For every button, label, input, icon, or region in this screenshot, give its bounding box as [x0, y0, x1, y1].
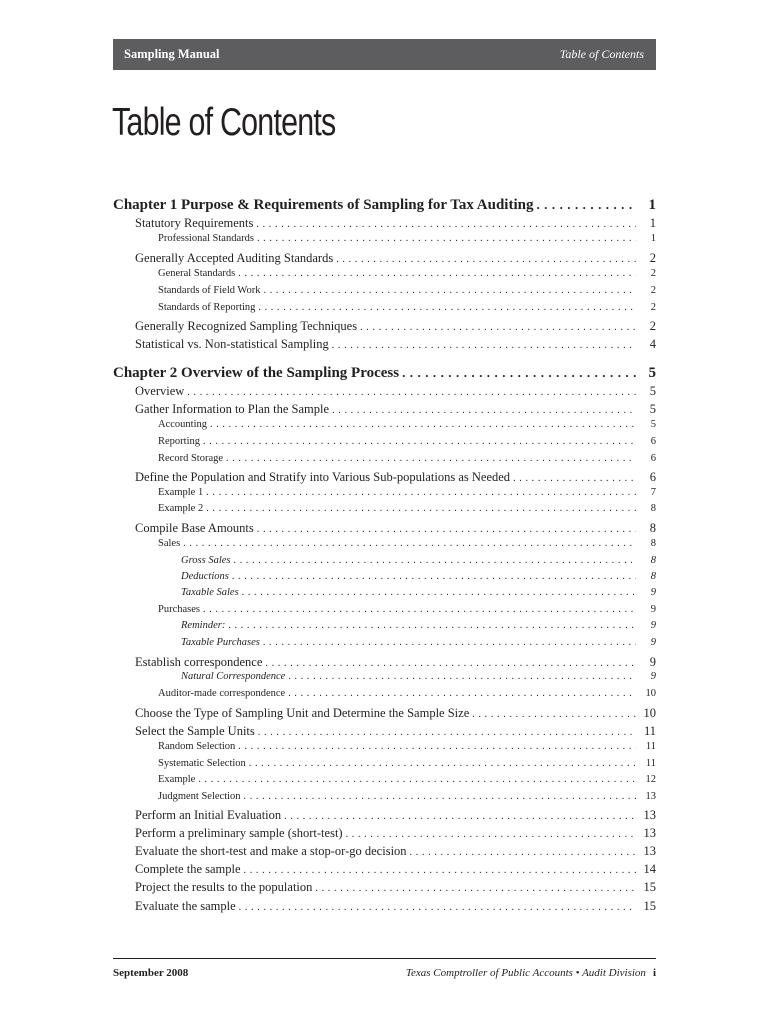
toc-entry[interactable]: [113, 470, 656, 485]
toc-dot-leader: [288, 688, 636, 699]
toc-chapter-entry[interactable]: [113, 365, 656, 382]
footer-date: September 2008: [113, 967, 189, 979]
toc-dot-leader: [249, 758, 636, 769]
toc-entry[interactable]: [113, 844, 656, 859]
toc-dot-leader: [346, 829, 636, 840]
toc-entry-title: Choose the Type of Sampling Unit and Determine the Sample Size: [135, 706, 470, 720]
toc-entry-title: Establish correspondence: [135, 655, 263, 669]
toc-entry[interactable]: [113, 503, 656, 514]
toc-entry[interactable]: [113, 555, 656, 566]
toc-entry-title: Generally Accepted Auditing Standards: [135, 251, 334, 265]
toc-entry[interactable]: [113, 808, 656, 823]
toc-dot-leader: [226, 453, 636, 464]
toc-dot-leader: [258, 302, 636, 313]
toc-page-number: 11: [645, 741, 656, 752]
toc-entry-title: Professional Standards: [158, 233, 254, 244]
section-name: Table of Contents: [559, 47, 644, 61]
toc-entry-title: Sales: [158, 538, 181, 549]
toc-entry[interactable]: [113, 741, 656, 752]
toc-page-number: 13: [643, 826, 656, 840]
toc-page-number: 1: [648, 197, 656, 213]
toc-entry-title: Judgment Selection: [158, 791, 241, 802]
footer-publisher-text: Texas Comptroller of Public Accounts • Audit Division: [405, 967, 646, 979]
footer-publisher: [406, 967, 656, 979]
toc-entry-title: Chapter 2 Overview of the Sampling Process: [113, 365, 400, 381]
toc-page-number: 8: [650, 538, 656, 549]
toc-entry-title: Statutory Requirements: [135, 216, 254, 230]
toc-dot-leader: [288, 671, 636, 682]
toc-dot-leader: [183, 538, 636, 549]
toc-dot-leader: [336, 254, 636, 265]
toc-entry[interactable]: [113, 487, 656, 498]
toc-page-number: 8: [650, 571, 656, 582]
toc-entry[interactable]: [113, 706, 656, 721]
toc-entry-title: Define the Population and Stratify into Various Sub-populations as Needed: [135, 470, 511, 484]
toc-dot-leader: [234, 555, 637, 566]
toc-page-number: 13: [643, 808, 656, 822]
toc-dot-leader: [360, 322, 636, 333]
toc-dot-leader: [263, 637, 636, 648]
toc-entry-title: Perform a preliminary sample (short-test): [135, 826, 343, 840]
toc-page-number: 5: [648, 365, 656, 381]
toc-dot-leader: [402, 365, 636, 381]
toc-page-number: 5: [650, 419, 656, 430]
toc-entry[interactable]: [113, 826, 656, 841]
toc-entry[interactable]: [113, 724, 656, 739]
toc-entry[interactable]: [113, 880, 656, 895]
toc-page-number: 8: [649, 521, 656, 535]
toc-dot-leader: [265, 658, 636, 669]
toc-page-number: 2: [650, 302, 656, 313]
toc-entry-title: General Standards: [158, 268, 236, 279]
toc-entry[interactable]: [113, 419, 656, 430]
toc-entry[interactable]: [113, 688, 656, 699]
manual-name: Sampling Manual: [124, 47, 220, 61]
toc-dot-leader: [258, 727, 636, 738]
toc-dot-leader: [206, 487, 636, 498]
toc-chapter-entry[interactable]: [113, 197, 656, 214]
footer-divider: [113, 958, 656, 959]
toc-entry-title: Perform an Initial Evaluation: [135, 808, 282, 822]
toc-page-number: 9: [649, 655, 656, 669]
toc-dot-leader: [332, 340, 636, 351]
toc-entry-title: Example 2: [158, 503, 204, 514]
toc-entry[interactable]: [113, 791, 656, 802]
toc-entry-title: Deductions: [181, 571, 229, 582]
toc-page-number: 13: [645, 791, 656, 802]
toc-page-number: 10: [643, 706, 656, 720]
toc-entry[interactable]: [113, 862, 656, 877]
toc-dot-leader: [232, 571, 636, 582]
toc-page-number: 5: [649, 402, 656, 416]
toc-dot-leader: [513, 473, 636, 484]
toc-page-number: 13: [643, 844, 656, 858]
toc-page-number: 4: [649, 337, 656, 351]
toc-dot-leader: [284, 811, 636, 822]
toc-page-number: 9: [650, 604, 656, 615]
toc-entry-title: Project the results to the population: [135, 880, 313, 894]
toc-entry[interactable]: [113, 453, 656, 464]
toc-entry[interactable]: [113, 637, 656, 648]
toc-dot-leader: [187, 387, 636, 398]
toc-page-number: 12: [645, 774, 656, 785]
toc-entry-title: Evaluate the short-test and make a stop-or-go decision: [135, 844, 407, 858]
toc-page-number: 9: [650, 587, 656, 598]
toc-page-number: 6: [650, 453, 656, 464]
toc-dot-leader: [239, 902, 636, 913]
toc-entry[interactable]: [113, 604, 656, 615]
toc-entry-title: Taxable Sales: [181, 587, 239, 598]
toc-dot-leader: [238, 741, 636, 752]
toc-entry-title: Standards of Field Work: [158, 285, 261, 296]
toc-dot-leader: [256, 219, 636, 230]
toc-page-number: 1: [650, 233, 656, 244]
toc-entry-title: Evaluate the sample: [135, 899, 236, 913]
page-title: Table of Contents: [112, 101, 336, 144]
toc-entry[interactable]: [113, 337, 656, 352]
toc-entry-title: Example: [158, 774, 196, 785]
toc-entry[interactable]: [113, 587, 656, 598]
toc-entry-title: Random Selection: [158, 741, 236, 752]
toc-page-number: 9: [650, 620, 656, 631]
toc-dot-leader: [203, 604, 636, 615]
toc-entry[interactable]: [113, 774, 656, 785]
toc-entry[interactable]: [113, 319, 656, 334]
toc-dot-leader: [203, 436, 636, 447]
toc-page-number: 1: [649, 216, 656, 230]
toc-dot-leader: [264, 285, 637, 296]
toc-dot-leader: [244, 865, 636, 876]
toc-entry-title: Select the Sample Units: [135, 724, 255, 738]
toc-entry-title: Gather Information to Plan the Sample: [135, 402, 330, 416]
toc-dot-leader: [472, 709, 636, 720]
toc-page-number: 11: [643, 724, 656, 738]
toc-page-number: 8: [650, 555, 656, 566]
toc-dot-leader: [332, 405, 636, 416]
toc-dot-leader: [315, 883, 636, 894]
toc-page-number: 15: [643, 899, 656, 913]
toc-page-number: 9: [650, 637, 656, 648]
toc-dot-leader: [257, 524, 636, 535]
toc-entry-title: Statistical vs. Non-statistical Sampling: [135, 337, 329, 351]
toc-entry-title: Taxable Purchases: [181, 637, 260, 648]
toc-entry[interactable]: [113, 571, 656, 582]
toc-entry-title: Auditor-made correspondence: [158, 688, 286, 699]
toc-entry-title: Example 1: [158, 487, 204, 498]
toc-dot-leader: [242, 587, 636, 598]
toc-entry-title: Chapter 1 Purpose & Requirements of Sampling for Tax Auditing: [113, 197, 534, 213]
toc-entry[interactable]: [113, 251, 656, 266]
toc-page-number: 14: [643, 862, 656, 876]
toc-dot-leader: [228, 620, 636, 631]
toc-entry[interactable]: [113, 302, 656, 313]
footer-page-number: i: [652, 967, 656, 979]
toc-entry-title: Natural Correspondence: [181, 671, 286, 682]
toc-entry-title: Record Storage: [158, 453, 224, 464]
toc-page-number: 9: [650, 671, 656, 682]
toc-entry[interactable]: [113, 620, 656, 631]
toc-page-number: 7: [650, 487, 656, 498]
toc-entry[interactable]: [113, 899, 656, 914]
toc-dot-leader: [536, 197, 636, 213]
toc-page-number: 10: [645, 688, 656, 699]
toc-page-number: 15: [643, 880, 656, 894]
toc-entry-title: Compile Base Amounts: [135, 521, 254, 535]
toc-dot-leader: [257, 233, 636, 244]
toc-entry-title: Overview: [135, 384, 185, 398]
toc-entry[interactable]: [113, 285, 656, 296]
toc-dot-leader: [198, 774, 636, 785]
toc-page-number: 2: [650, 268, 656, 279]
toc-entry-title: Accounting: [158, 419, 207, 430]
toc-entry[interactable]: [113, 538, 656, 549]
toc-page-number: 2: [649, 319, 656, 333]
toc-page-number: 5: [649, 384, 656, 398]
toc-entry[interactable]: [113, 384, 656, 399]
toc-dot-leader: [210, 419, 636, 430]
toc-dot-leader: [244, 791, 636, 802]
toc-entry[interactable]: [113, 521, 656, 536]
toc-entry[interactable]: [113, 402, 656, 417]
toc-entry[interactable]: [113, 268, 656, 279]
toc-page-number: 6: [649, 470, 656, 484]
toc-page-number: 2: [649, 251, 656, 265]
toc-entry-title: Purchases: [158, 604, 200, 615]
toc-dot-leader: [206, 503, 636, 514]
toc-page-number: 6: [650, 436, 656, 447]
toc-dot-leader: [238, 268, 636, 279]
toc-entry[interactable]: [113, 216, 656, 231]
toc-entry-title: Reporting: [158, 436, 200, 447]
toc-entry[interactable]: [113, 758, 656, 769]
toc-entry-title: Systematic Selection: [158, 758, 246, 769]
toc-page-number: 11: [645, 758, 656, 769]
toc-entry[interactable]: [113, 233, 656, 244]
running-header: [113, 39, 656, 70]
toc-entry[interactable]: [113, 655, 656, 670]
toc-page-number: 8: [650, 503, 656, 514]
toc-entry-title: Complete the sample: [135, 862, 241, 876]
toc-page-number: 2: [650, 285, 656, 296]
toc-entry-title: Generally Recognized Sampling Techniques: [135, 319, 358, 333]
toc-dot-leader: [410, 847, 636, 858]
toc-entry-title: Gross Sales: [181, 555, 231, 566]
toc-entry-title: Standards of Reporting: [158, 302, 256, 313]
toc-entry-title: Reminder:: [181, 620, 226, 631]
toc-entry[interactable]: [113, 671, 656, 682]
toc-entry[interactable]: [113, 436, 656, 447]
